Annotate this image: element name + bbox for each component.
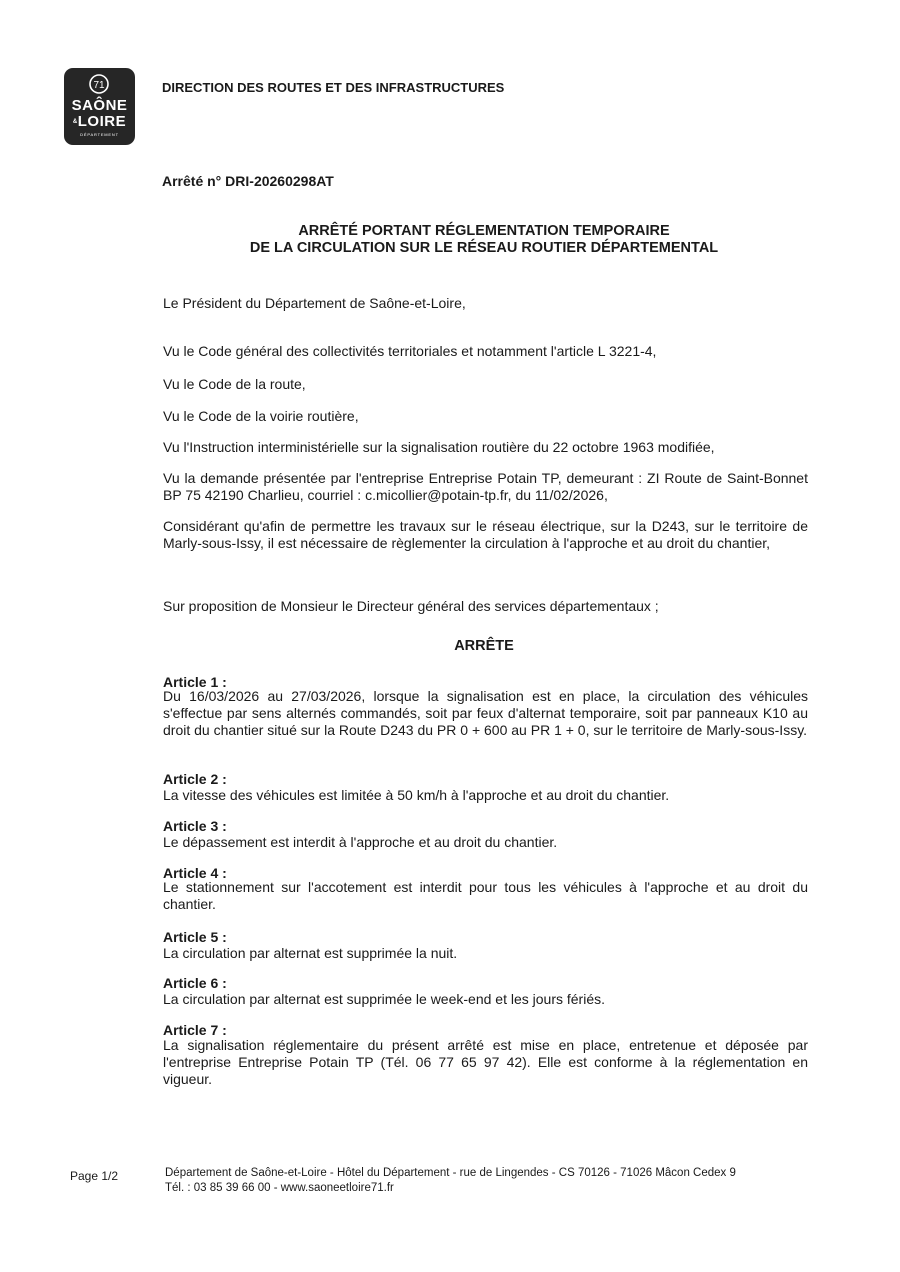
- article-5-text: La circulation par alternat est supprimée la nuit.: [163, 945, 458, 961]
- title-line-1: ARRÊTÉ PORTANT RÉGLEMENTATION TEMPORAIRE: [298, 223, 670, 239]
- logo-line-2: [64, 114, 135, 130]
- considerant-text: Considérant qu'afin de permettre les travaux sur le réseau électrique, sur la D243, sur le territoire de Marly-sous-Issy, il est nécessaire de règlementer la circulation à l'approche et au droit du chantier,: [163, 518, 808, 551]
- article-2-title: Article 2 :: [163, 771, 227, 787]
- article-4-title: Article 4 :: [163, 865, 227, 881]
- logo-number: 71: [93, 80, 105, 91]
- logo-line-3: DÉPARTEMENT: [80, 132, 119, 137]
- article-7-text: La signalisation réglementaire du présent arrêté est mise en place, entretenue et déposée par l'entreprise Entreprise Potain TP (Tél. 06 77 65 97 42). Elle est conforme à la réglementation en vigueur.: [163, 1037, 808, 1087]
- footer-address-line-2: Tél. : 03 85 39 66 00 - www.saoneetloire71.fr: [165, 1182, 394, 1194]
- visa-2: Vu le Code de la route,: [163, 376, 306, 392]
- logo-emblem-icon: [89, 73, 109, 95]
- visa-3: Vu le Code de la voirie routière,: [163, 408, 359, 424]
- article-1-title: Article 1 :: [163, 674, 227, 690]
- article-7-title: Article 7 :: [163, 1022, 227, 1038]
- intro-text: Le Président du Département de Saône-et-Loire,: [163, 295, 466, 311]
- article-6-text: La circulation par alternat est supprimée le week-end et les jours fériés.: [163, 991, 605, 1007]
- direction-header: DIRECTION DES ROUTES ET DES INFRASTRUCTURES: [162, 80, 505, 95]
- title-line-2: DE LA CIRCULATION SUR LE RÉSEAU ROUTIER DÉPARTEMENTAL: [249, 240, 719, 256]
- footer-address-line-1: Département de Saône-et-Loire - Hôtel du Département - rue de Lingendes - CS 70126 - 71026 Mâcon Cedex 9: [165, 1167, 736, 1179]
- arrete-heading: ARRÊTE: [454, 638, 514, 654]
- logo-amp: &: [72, 119, 78, 125]
- logo-line-1: SAÔNE: [71, 97, 128, 114]
- visa-4: Vu l'Instruction interministérielle sur la signalisation routière du 22 octobre 1963 modifiée,: [163, 439, 715, 455]
- article-5-title: Article 5 :: [163, 929, 227, 945]
- proposition-text: Sur proposition de Monsieur le Directeur général des services départementaux ;: [163, 598, 659, 614]
- department-logo: [64, 68, 135, 145]
- article-1-text: Du 16/03/2026 au 27/03/2026, lorsque la signalisation est en place, la circulation des véhicules s'effectue par sens alternés commandés, soit par feux d'alternat temporaire, soit par panneaux K10 au droit du chantier situé sur la Route D243 du PR 0 + 600 au PR 1 + 0, sur le territoire de Marly-sous-Issy.: [163, 688, 808, 738]
- page-number: Page 1/2: [70, 1169, 119, 1183]
- arrete-number: Arrêté n° DRI-20260298AT: [162, 173, 334, 189]
- article-2-text: La vitesse des véhicules est limitée à 50 km/h à l'approche et au droit du chantier.: [163, 787, 670, 803]
- footer-address: [165, 1166, 736, 1196]
- article-3-title: Article 3 :: [163, 818, 227, 834]
- logo-line-2-text: LOIRE: [77, 113, 127, 130]
- article-6-title: Article 6 :: [163, 975, 227, 991]
- article-4-text: Le stationnement sur l'accotement est interdit pour tous les véhicules à l'approche et au droit du chantier.: [163, 879, 808, 912]
- visa-1: Vu le Code général des collectivités territoriales et notamment l'article L 3221-4,: [163, 343, 657, 359]
- article-3-text: Le dépassement est interdit à l'approche et au droit du chantier.: [163, 834, 558, 850]
- visa-5: Vu la demande présentée par l'entreprise Entreprise Potain TP, demeurant : ZI Route de Saint-Bonnet BP 75 42190 Charlieu, courriel : c.micollier@potain-tp.fr, du 11/02/2026,: [163, 470, 808, 503]
